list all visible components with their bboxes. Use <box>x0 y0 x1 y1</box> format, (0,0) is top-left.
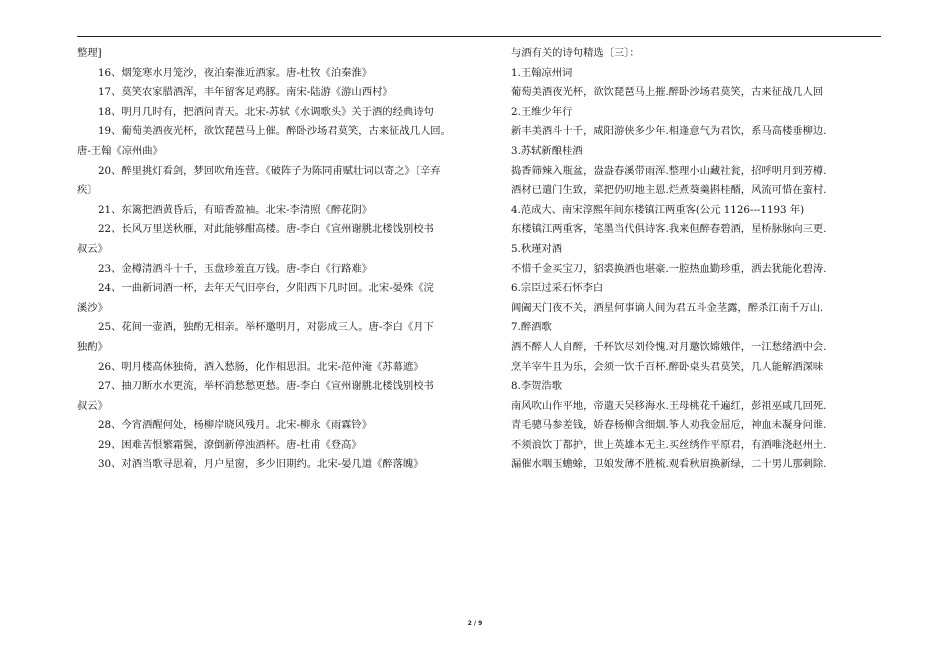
left-column-line: 25、花间一壶酒，独酌无相亲。举杯邀明月，对影成三人。唐-李白《月下 <box>98 321 434 334</box>
right-column-line: 捣香筛辣入瓶盆，盎盎春溪带雨浑.整理小山藏社瓮，招呼明月到芳樽. <box>511 164 827 177</box>
left-column-line: 20、醉里挑灯看剑，梦回吹角连营。《破阵子为陈同甫赋壮词以寄之》〔辛弃 <box>98 164 441 177</box>
right-column-line: 阊阖天门夜不关，酒星何事谪人间为君五斗金茎露，醉杀江南千万山. <box>511 301 824 314</box>
left-column-line: 叔云》 <box>77 242 108 255</box>
right-column-line: 不须浪饮丁都护，世上英雄本无主.买丝绣作平原君，有酒唯浇赵州土. <box>511 438 827 451</box>
right-column-line: 新丰美酒斗十千，咸阳游侠多少年.相逢意气为君饮，系马高楼垂柳边. <box>511 125 827 138</box>
left-column-line: 22、长风万里送秋雁，对此能够酣高楼。唐-李白《宣州谢朓北楼饯别校书 <box>98 223 434 236</box>
left-column <box>77 44 471 475</box>
right-column-line: 酒材已遣门生致，菜把仍叨地主恩.烂煮葵羹斟桂醑，风流可惜在蛮村. <box>511 184 827 197</box>
left-column-line: 16、烟笼寒水月笼沙，夜泊秦淮近酒家。唐-杜牧《泊秦淮》 <box>98 66 373 79</box>
right-column-line: 8.李贺浩歌 <box>511 380 563 393</box>
right-column-line: 烹羊宰牛且为乐，会须一饮千百杯.醉卧桌头君莫笑，几人能解酒深味 <box>511 360 824 373</box>
right-column-line: 6.宗臣过采石怀李白 <box>511 282 604 295</box>
left-column-line: 疾〕 <box>77 184 98 197</box>
page-number: 2 / 9 <box>467 620 483 627</box>
left-column-line: 17、莫笑农家腊酒浑，丰年留客足鸡豚。南宋-陆游《游山西村》 <box>98 86 393 99</box>
right-column-line: 5.秋瑾对酒 <box>511 242 563 255</box>
header-rule <box>77 36 881 37</box>
right-column-line: 南风吹山作平地，帝遣天吴移海水.王母桃花千遍红，彭祖巫咸几回死. <box>511 399 827 412</box>
left-column-line: 唐-王翰《凉州曲》 <box>77 144 163 157</box>
right-column-line: 酒不醉人人自醉，千杯饮尽刘伶愧.对月邀饮嫦娥伴，一江愁绪酒中会. <box>511 340 827 353</box>
left-column-line: 23、金樽清酒斗十千，玉盘珍羞直万钱。唐-李白《行路难》 <box>98 262 373 275</box>
right-column-line: 4.范成大、南宋淳熙年间东楼镇江两重客(公元 1126---1193 年) <box>511 203 805 216</box>
right-column-line: 青毛骢马参差钱，娇春杨柳含细烟.筝人劝我金屈卮，神血未凝身问谁. <box>511 419 827 432</box>
left-column-line: 28、今宵酒醒何处，杨柳岸晓风残月。北宋-柳永《雨霖铃》 <box>98 419 373 432</box>
left-column-line: 独酌》 <box>77 340 108 353</box>
left-column-line: 30、对酒当歌寻思着，月户星窗，多少旧期约。北宋-晏几道《醉落魄》 <box>98 458 424 471</box>
right-column-line: 3.苏轼新酿桂酒 <box>511 144 583 157</box>
left-column-line: 29、困难苦恨繁霜鬓，潦倒新停浊酒杯。唐-杜甫《登高》 <box>98 438 362 451</box>
left-column-line: 21、东篱把酒黄昏后，有暗香盈袖。北宋-李清照《醉花阴》 <box>98 203 373 216</box>
right-column-line: 不惜千金买宝刀，貂裘换酒也堪豪.一腔热血勤珍重，洒去犹能化碧涛. <box>511 262 827 275</box>
right-column-line: 与酒有关的诗句精选〔三〕： <box>511 47 640 59</box>
right-column-line: 7.醉酒歌 <box>511 321 552 334</box>
left-column-line: 24、一曲新词酒一杯，去年天气旧亭台，夕阳西下几时回。北宋-晏殊《浣 <box>98 282 434 295</box>
left-column-line: 27、抽刀断水水更流，举杯消愁愁更愁。唐-李白《宣州谢朓北楼饯别校书 <box>98 380 434 393</box>
right-column-line: 东楼镇江两重客，笔墨当代俱诗客.我来但醉春碧酒，星桥脉脉向三更. <box>511 223 827 236</box>
left-column-line: 18、明月几时有，把酒问青天。北宋-苏轼《水调歌头》关于酒的经典诗句 <box>98 105 434 118</box>
right-column <box>511 44 883 475</box>
right-column-line: 1.王翰凉州词 <box>511 66 573 79</box>
left-column-line: 叔云》 <box>77 399 108 412</box>
left-column-line: 整理] <box>77 47 102 59</box>
right-column-line: 漏催水咽玉蟾蜍，卫娘发薄不胜梳.观看秋眉换新绿，二十男儿那刺除. <box>511 458 827 471</box>
left-column-line: 19、葡萄美酒夜光杯，欲饮琵琶马上催。醉卧沙场君莫笑，古来征战几人回。 <box>98 125 451 138</box>
right-column-line: 2.王维少年行 <box>511 105 573 118</box>
left-column-line: 26、明月楼高休独倚，酒入愁肠，化作相思泪。北宋-范仲淹《苏幕遮》 <box>98 360 424 373</box>
right-column-line: 葡萄美酒夜光杯，欲饮琵琶马上摧.醉卧沙场君莫笑，古来征战几人回 <box>511 86 824 99</box>
left-column-line: 溪沙》 <box>77 301 108 314</box>
